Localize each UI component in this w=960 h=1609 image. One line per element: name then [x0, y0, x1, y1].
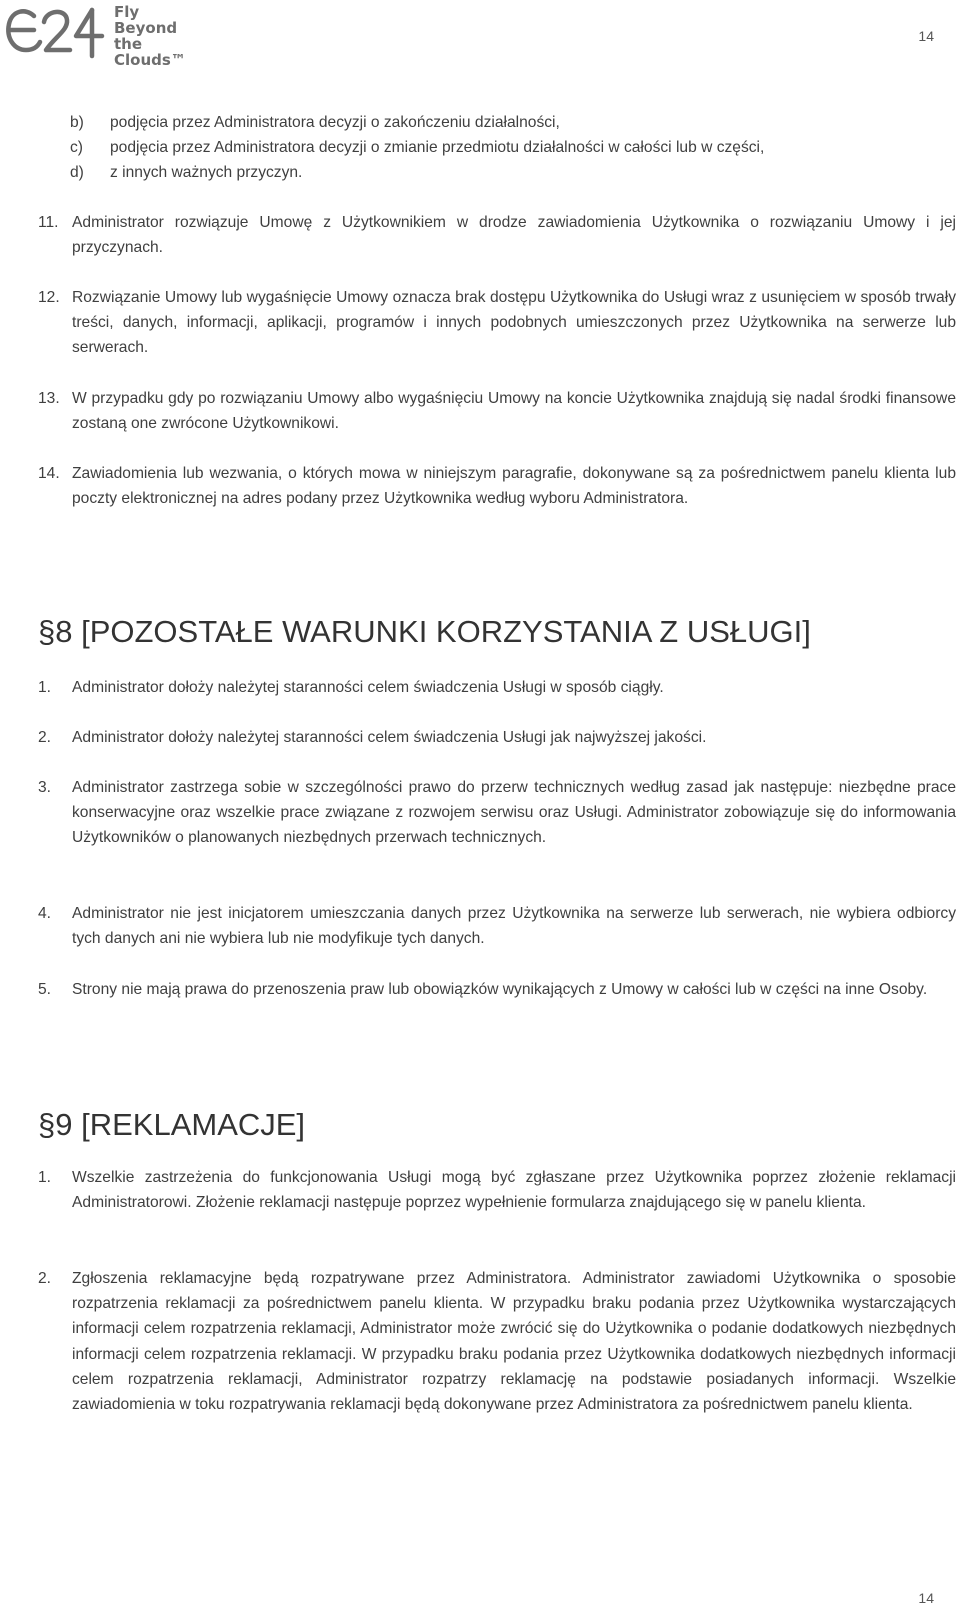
section-9-heading: §9 [REKLAMACJE]: [38, 1107, 306, 1142]
page-number-top: 14: [918, 28, 934, 44]
logo-line-1: Fly: [114, 3, 140, 21]
item-text: Zgłoszenia reklamacyjne będą rozpatrywane przez Administratora. Administrator zawiadomi Użytkownika o sposobie rozpatrzenia reklamacji za pośrednictwem panelu klienta. W przypadku braku podania przez Użytkownika wystarczających informacji celem rozpatrzenia reklamacji, Administrator może zwrócić się do Użytkownika o podanie dodatkowych niezbędnych informacji celem rozpatrzenia reklamacji. W przypadku braku podania przez Użytkownika dodatkowych niezbędnych informacji celem rozpatrzenia reklamacji, Administrator rozpatrzy reklamację na podstawie posiadanych informacji. Wszelkie zawiadomienia w toku rozpatrywania reklamacji będą dokonywane przez Administratora za pośrednictwem panelu klienta.: [72, 1270, 956, 1414]
item-number: 2.: [38, 1270, 52, 1287]
company-logo: [4, 2, 214, 69]
item-text: Administrator zastrzega sobie w szczególności prawo do przerw technicznych według zasad jak następuje: niezbędne prace konserwacyjne oraz wszelkie prace związane z rozwojem serwisu oraz Usługi. Administrator zobowiązuje się do informowania Użytkowników o planowanych niezbędnych przerwach technicznych.: [72, 779, 956, 847]
item-number: 12.: [38, 289, 60, 306]
item-number: 5.: [38, 981, 52, 998]
list-item-text: z innych ważnych przyczyn.: [110, 164, 303, 181]
item-text: Administrator rozwiązuje Umowę z Użytkownikiem w drodze zawiadomienia Użytkownika o rozwiązaniu Umowy i jej przyczynach.: [72, 214, 956, 257]
section-9-item-1: [38, 1165, 956, 1215]
paragraph-item-13: [38, 386, 956, 436]
item-text: Administrator dołoży należytej staranności celem świadczenia Usługi jak najwyższej jakości.: [72, 729, 707, 746]
item-number: 1.: [38, 679, 52, 696]
item-text: Strony nie mają prawa do przenoszenia praw lub obowiązków wynikających z Umowy w całości lub w części na inne Osoby.: [72, 981, 928, 998]
page-number-bottom: 14: [918, 1590, 934, 1606]
item-text: W przypadku gdy po rozwiązaniu Umowy albo wygaśnięciu Umowy na koncie Użytkownika znajdują się nadal środki finansowe zostaną one zwrócone Użytkownikowi.: [72, 390, 956, 433]
paragraph-item-14: [38, 461, 956, 511]
section-8-item-4: [38, 901, 956, 951]
item-text: Administrator dołoży należytej staranności celem świadczenia Usługi w sposób ciągły.: [72, 679, 664, 696]
list-item-label: c): [70, 139, 83, 156]
list-item-text: podjęcia przez Administratora decyzji o zakończeniu działalności,: [110, 114, 560, 131]
logo-tagline: [114, 4, 214, 68]
item-number: 2.: [38, 729, 52, 746]
paragraph-item-12: [38, 285, 956, 361]
section-9-item-2: [38, 1266, 956, 1417]
e24-logo-icon: [4, 2, 109, 62]
list-item-label: b): [70, 114, 84, 131]
logo-line-2: Beyond: [114, 19, 178, 37]
list-item-text: podjęcia przez Administratora decyzji o zmianie przedmiotu działalności w całości lub w części,: [110, 139, 765, 156]
item-text: Zawiadomienia lub wezwania, o których mowa w niniejszym paragrafie, dokonywane są za pośrednictwem panelu klienta lub poczty elektronicznej na adres podany przez Użytkownika według wyboru Administratora.: [72, 465, 956, 508]
item-number: 1.: [38, 1169, 52, 1186]
paragraph-item-11: [38, 210, 956, 260]
logo-line-3: the Clouds™: [114, 35, 186, 69]
section-8-item-3: [38, 775, 956, 851]
item-text: Wszelkie zastrzeżenia do funkcjonowania Usługi mogą być zgłaszane przez Użytkownika poprzez złożenie reklamacji Administratorowi. Złożenie reklamacji następuje poprzez wypełnienie formularza znajdującego się w panelu klienta.: [72, 1169, 956, 1212]
section-8-heading: §8 [POZOSTAŁE WARUNKI KORZYSTANIA Z USŁUGI]: [38, 614, 811, 649]
section-8-item-5: [38, 977, 956, 1002]
item-number: 14.: [38, 465, 60, 482]
item-text: Rozwiązanie Umowy lub wygaśnięcie Umowy oznacza brak dostępu Użytkownika do Usługi wraz z usunięciem w sposób trwały treści, danych, informacji, aplikacji, programów i innych podobnych umieszczonych przez Użytkownika na serwerze lub serwerach.: [72, 289, 956, 357]
list-item-label: d): [70, 164, 84, 181]
item-number: 4.: [38, 905, 52, 922]
item-number: 3.: [38, 779, 52, 796]
item-text: Administrator nie jest inicjatorem umieszczania danych przez Użytkownika na serwerze lub serwerach, nie wybiera odbiorcy tych danych ani nie wybiera lub nie modyfikuje tych danych.: [72, 905, 956, 948]
section-8-item-1: [38, 675, 956, 700]
item-number: 13.: [38, 390, 60, 407]
item-number: 11.: [38, 214, 59, 231]
section-8-item-2: [38, 725, 956, 750]
